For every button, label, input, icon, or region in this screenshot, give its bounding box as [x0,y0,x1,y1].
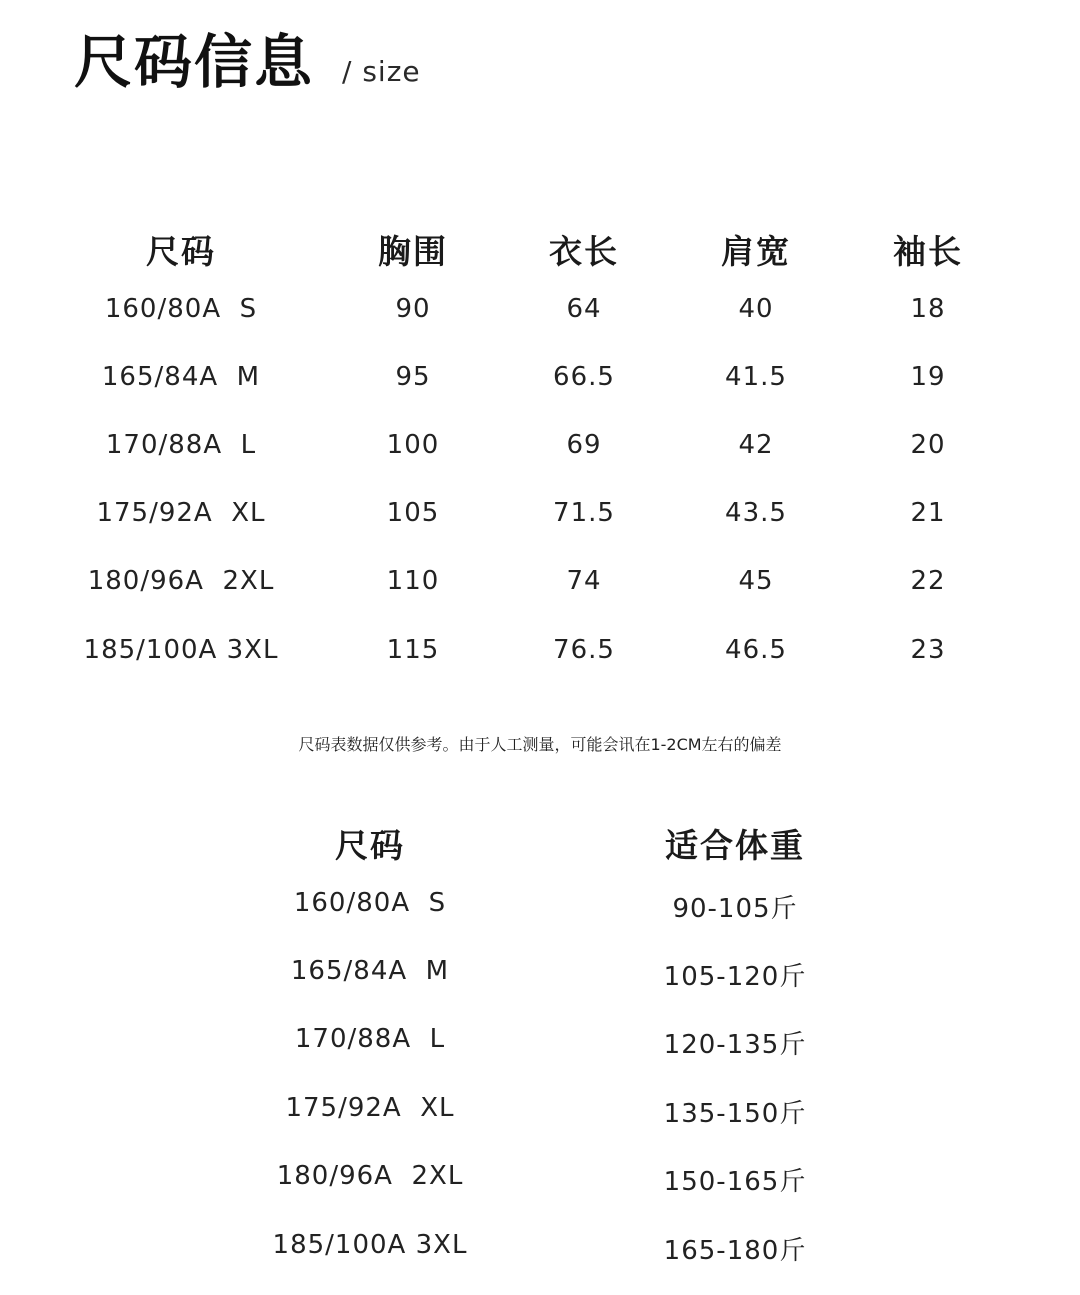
size-table-cell-r5-c0: 185/100A 3XL [83,635,279,665]
size-table-cell-r1-c0: 165/84A M [101,362,261,392]
weight-table-cell-r0-c1: 90-105斤 [672,894,798,924]
size-table-cell-r4-c0: 180/96A 2XL [87,566,275,596]
size-table-cell-r0-c3: 40 [738,294,774,324]
weight-table-cell-r4-c1: 150-165斤 [663,1167,807,1197]
size-table-header-2: 衣长 [549,232,619,271]
size-disclaimer-note: 尺码表数据仅供参考。由于人工测量，可能会讯在1-2CM左右的偏差 [298,735,782,754]
size-table-cell-r1-c4: 19 [910,362,946,392]
weight-table-cell-r0-c0: 160/80A S [293,888,447,918]
size-table-cell-r2-c2: 69 [566,430,602,460]
size-table-cell-r3-c0: 175/92A XL [96,498,266,528]
size-table-cell-r2-c0: 170/88A L [105,430,257,460]
weight-table-cell-r3-c1: 135-150斤 [663,1099,807,1129]
size-table-header-3: 肩宽 [721,232,791,271]
size-table-cell-r5-c3: 46.5 [725,635,787,665]
weight-table-header-0: 尺码 [335,826,405,865]
weight-table-cell-r5-c1: 165-180斤 [663,1236,807,1266]
size-table-cell-r2-c3: 42 [738,430,774,460]
size-table-cell-r4-c3: 45 [738,566,774,596]
size-table-cell-r0-c0: 160/80A S [104,294,258,324]
size-table-cell-r5-c2: 76.5 [553,635,615,665]
size-table-cell-r3-c3: 43.5 [725,498,787,528]
size-table-cell-r3-c1: 105 [386,498,440,528]
size-table-cell-r3-c4: 21 [910,498,946,528]
size-table-cell-r5-c1: 115 [386,635,440,665]
size-table-cell-r0-c4: 18 [910,294,946,324]
weight-table-cell-r1-c0: 165/84A M [290,956,450,986]
weight-table-cell-r3-c0: 175/92A XL [285,1093,455,1123]
weight-table-header-1: 适合体重 [665,826,805,865]
size-table-header-4: 袖长 [893,232,963,271]
size-table-cell-r0-c2: 64 [566,294,602,324]
page-subtitle: / size [342,55,421,88]
weight-table-cell-r2-c1: 120-135斤 [663,1030,807,1060]
size-table-cell-r5-c4: 23 [910,635,946,665]
size-table-cell-r0-c1: 90 [395,294,431,324]
size-table-cell-r3-c2: 71.5 [553,498,615,528]
weight-table-cell-r5-c0: 185/100A 3XL [272,1230,468,1260]
size-table-header-0: 尺码 [146,232,216,271]
size-table-cell-r1-c2: 66.5 [553,362,615,392]
size-table-cell-r4-c4: 22 [910,566,946,596]
size-table-cell-r4-c1: 110 [386,566,440,596]
size-table-cell-r2-c4: 20 [910,430,946,460]
size-table-header-1: 胸围 [378,232,448,271]
weight-table-cell-r4-c0: 180/96A 2XL [276,1161,464,1191]
weight-table-cell-r1-c1: 105-120斤 [663,962,807,992]
size-table-cell-r1-c3: 41.5 [725,362,787,392]
weight-table-cell-r2-c0: 170/88A L [294,1024,446,1054]
size-table-cell-r2-c1: 100 [386,430,440,460]
page-title: 尺码信息 [74,28,315,96]
size-table-cell-r4-c2: 74 [566,566,602,596]
size-table-cell-r1-c1: 95 [395,362,431,392]
